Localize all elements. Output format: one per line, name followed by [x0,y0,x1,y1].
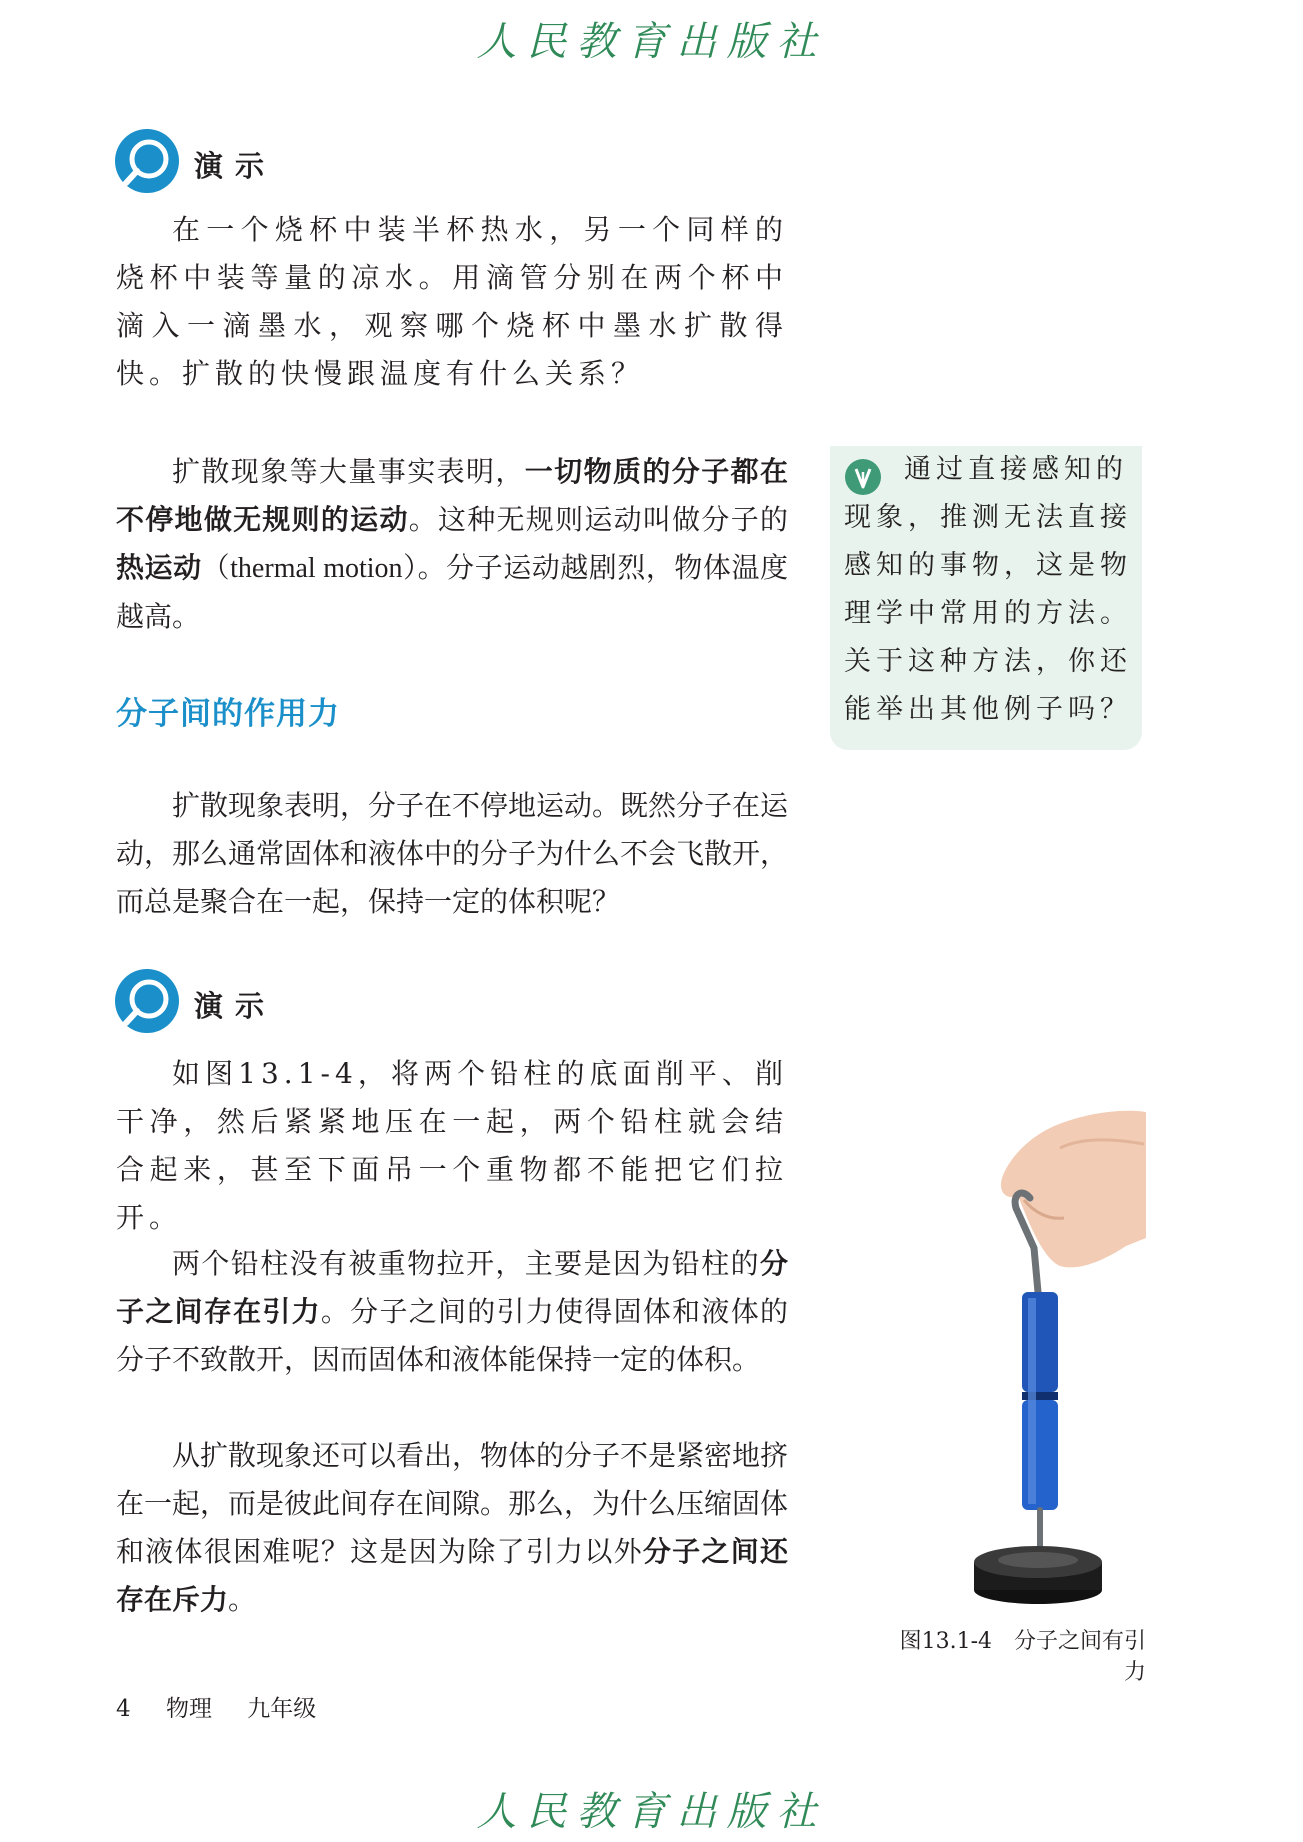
demo-label: 演示 [194,149,277,183]
publisher-logo-top: 人民教育出版社 [476,19,827,65]
lead-cylinders-photo [930,1108,1146,1604]
magnifier-icon [114,128,180,194]
key-statement: 一切物质的分子都在不停地做无规则的运动 [116,455,788,536]
grade-label: 九年级 [247,1696,317,1722]
demo-text: 在一个烧杯中装半杯热水，另一个同样的烧杯中装等量的凉水。用滴管分别在两个杯中滴入一滴墨水，观察哪个烧杯中墨水扩散得快。扩散的快慢跟温度有什么关系？ [116,213,788,390]
body-paragraph: 两个铅柱没有被重物拉开，主要是因为铅柱的分子之间存在引力。分子之间的引力使得固体和液体的分子不致散开，因而固体和液体能保持一定的体积。 [116,1247,788,1376]
side-note [830,446,1142,750]
demo-heading [114,968,514,1038]
figure-caption: 图13.1-4 分子之间有引力 [899,1629,1146,1685]
body-paragraph: 从扩散现象还可以看出，物体的分子不是紧密地挤在一起，而是彼此间存在间隙。那么，为什么压缩固体和液体很困难呢？这是因为除了引力以外分子之间还存在斥力。 [116,1439,789,1616]
magnifier-icon [114,968,180,1034]
body-paragraph: 扩散现象等大量事实表明，一切物质的分子都在不停地做无规则的运动。这种无规则运动叫做分子的热运动（thermal motion）。分子运动越剧烈，物体温度越高。 [116,455,788,633]
side-note-text: 通过直接感知的现象，推测无法直接感知的事物，这是物理学中常用的方法。关于这种方法，你还能举出其他例子吗？ [844,454,1132,725]
page-footer [116,1690,344,1723]
demo-text: 如图13.1-4，将两个铅柱的底面削平、削干净，然后紧紧地压在一起，两个铅柱就会结合起来，甚至下面吊一个重物都不能把它们拉开。 [116,1057,788,1234]
english-term: thermal motion [230,553,403,584]
key-statement: 分子之间还存在斥力 [116,1535,788,1616]
key-statement: 分子之间存在引力 [116,1247,788,1328]
section-title: 分子间的作用力 [116,696,340,732]
demo-heading [114,128,514,198]
page-number: 4 [116,1696,131,1722]
publisher-logo-bottom: 人民教育出版社 [476,1789,827,1835]
subject-label: 物理 [165,1696,212,1722]
key-term: 热运动 [116,551,202,584]
demo-label: 演示 [194,989,277,1023]
body-paragraph: 扩散现象表明，分子在不停地运动。既然分子在运动，那么通常固体和液体中的分子为什么不会飞散开，而总是聚合在一起，保持一定的体积呢？ [116,789,789,918]
